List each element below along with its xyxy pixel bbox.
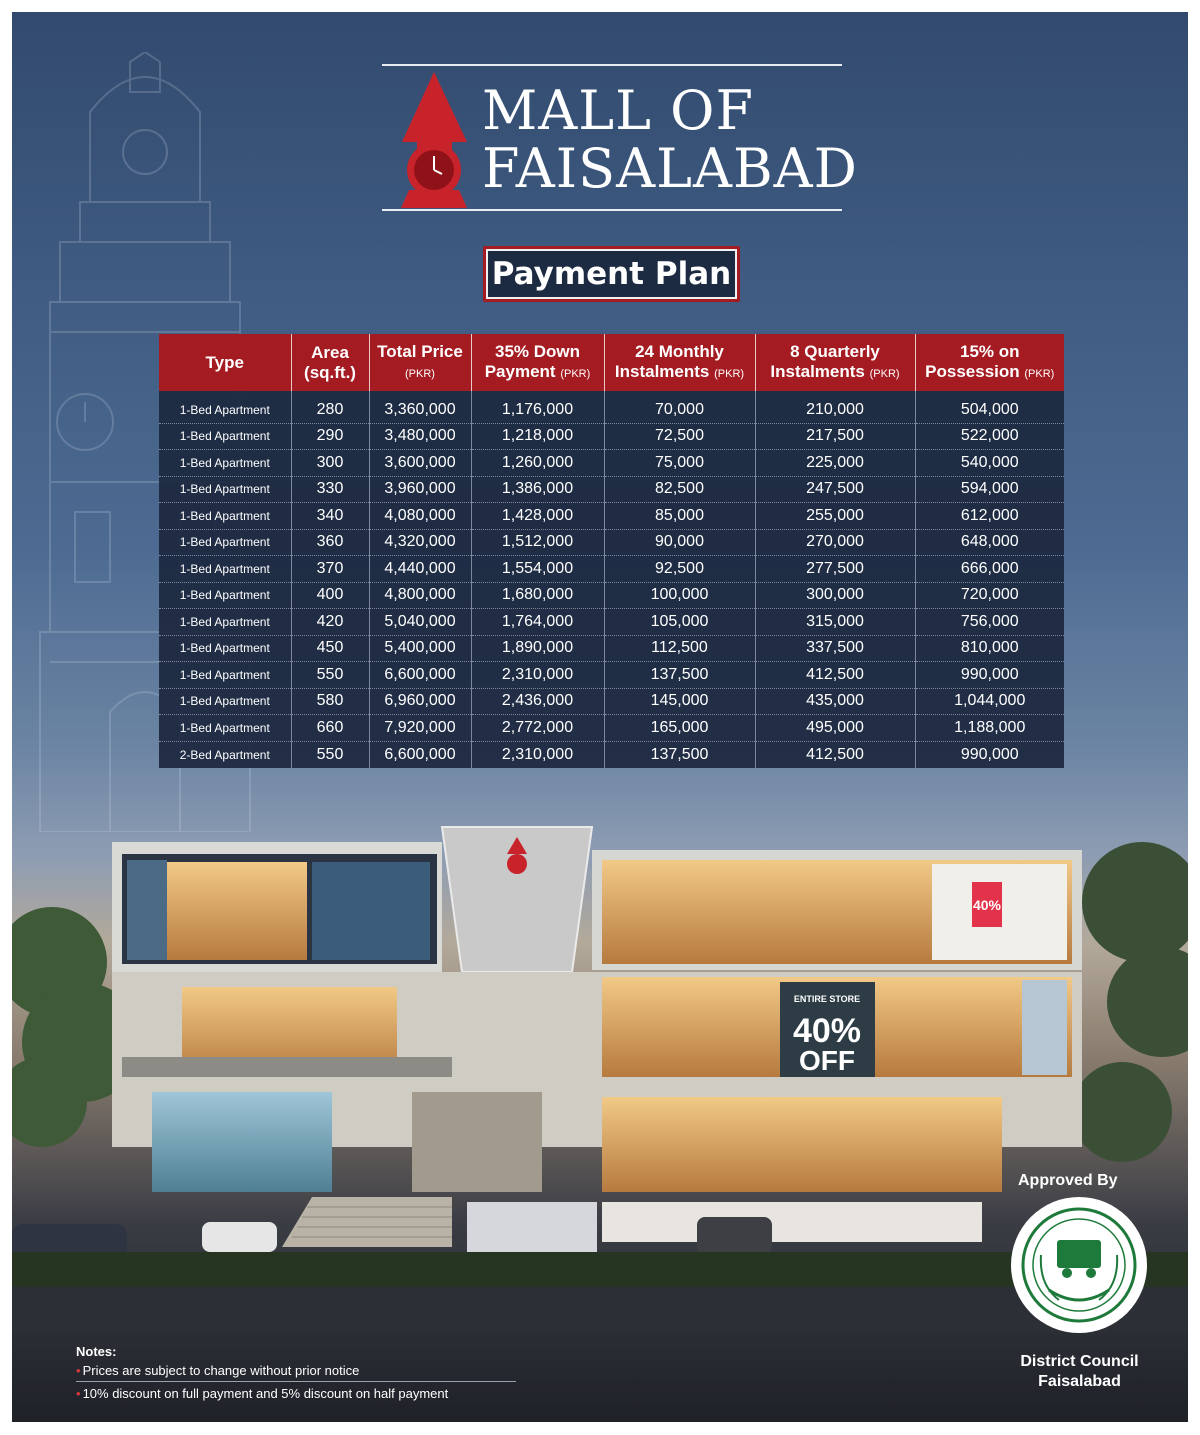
- note-item: • 10% discount on full payment and 5% discount on half payment: [76, 1386, 449, 1401]
- note-text: Prices are subject to change without prior notice: [82, 1363, 360, 1378]
- approved-by-label: Approved By: [1018, 1172, 1118, 1189]
- table-cell: 2,310,000: [471, 662, 604, 689]
- table-cell: 648,000: [915, 529, 1064, 556]
- table-cell: 990,000: [915, 662, 1064, 689]
- column-header-unit: (PKR): [1024, 367, 1055, 380]
- table-cell: 1-Bed Apartment: [159, 715, 291, 742]
- table-cell: 370: [291, 556, 369, 583]
- table-cell: 3,960,000: [369, 476, 471, 503]
- clock-tower-icon: [397, 72, 472, 208]
- table-cell: 1-Bed Apartment: [159, 662, 291, 689]
- table-row: [159, 582, 1064, 609]
- approving-authority: [1007, 1352, 1152, 1392]
- store-sign-line1: ENTIRE STORE: [793, 994, 861, 1004]
- table-cell: 1-Bed Apartment: [159, 556, 291, 583]
- table-cell: 1-Bed Apartment: [159, 609, 291, 636]
- store-sign-line2: 40%: [792, 1012, 862, 1050]
- column-header: [291, 334, 369, 391]
- note-item: • Prices are subject to change without prior notice: [76, 1362, 516, 1382]
- table-cell: 756,000: [915, 609, 1064, 636]
- table-row: [159, 423, 1064, 450]
- table-cell: 504,000: [915, 391, 1064, 423]
- table-cell: 82,500: [604, 476, 755, 503]
- poster-frame: [12, 12, 1188, 1422]
- table-cell: 400: [291, 582, 369, 609]
- column-header-label: 35% Down Payment: [484, 341, 581, 381]
- table-cell: 810,000: [915, 635, 1064, 662]
- column-header-unit: (PKR): [714, 367, 745, 380]
- table-cell: 300: [291, 450, 369, 477]
- table-cell: 2,310,000: [471, 741, 604, 768]
- table-cell: 137,500: [604, 741, 755, 768]
- column-header-label: 15% on Possession: [925, 341, 1020, 381]
- table-cell: 1-Bed Apartment: [159, 635, 291, 662]
- table-cell: 330: [291, 476, 369, 503]
- table-cell: 5,400,000: [369, 635, 471, 662]
- table-cell: 6,600,000: [369, 741, 471, 768]
- table-row: [159, 715, 1064, 742]
- table-cell: 1-Bed Apartment: [159, 476, 291, 503]
- table-cell: 4,080,000: [369, 503, 471, 530]
- table-row: [159, 529, 1064, 556]
- table-cell: 112,500: [604, 635, 755, 662]
- column-header-label: Total Price: [377, 341, 463, 361]
- table-cell: 3,480,000: [369, 423, 471, 450]
- table-cell: 2,772,000: [471, 715, 604, 742]
- table-cell: 247,500: [755, 476, 915, 503]
- column-header-label: Area (sq.ft.): [304, 342, 356, 382]
- table-cell: 522,000: [915, 423, 1064, 450]
- table-cell: 6,600,000: [369, 662, 471, 689]
- table-cell: 420: [291, 609, 369, 636]
- table-cell: 315,000: [755, 609, 915, 636]
- table-cell: 1,764,000: [471, 609, 604, 636]
- table-cell: 2,436,000: [471, 688, 604, 715]
- table-cell: 1,890,000: [471, 635, 604, 662]
- table-cell: 1,188,000: [915, 715, 1064, 742]
- table-cell: 1-Bed Apartment: [159, 423, 291, 450]
- table-cell: 3,360,000: [369, 391, 471, 423]
- table-cell: 550: [291, 741, 369, 768]
- table-cell: 100,000: [604, 582, 755, 609]
- table-cell: 70,000: [604, 391, 755, 423]
- table-cell: 1,512,000: [471, 529, 604, 556]
- table-cell: 435,000: [755, 688, 915, 715]
- brand-name-line2: FAISALABAD: [482, 137, 858, 200]
- table-cell: 1,680,000: [471, 582, 604, 609]
- table-cell: 540,000: [915, 450, 1064, 477]
- column-header-label: 8 Quarterly Instalments: [770, 341, 880, 381]
- table-cell: 337,500: [755, 635, 915, 662]
- table-row: [159, 556, 1064, 583]
- brand-name-line1: MALL OF: [482, 79, 754, 142]
- table-cell: 450: [291, 635, 369, 662]
- table-cell: 720,000: [915, 582, 1064, 609]
- authority-line1: District Council: [1020, 1353, 1139, 1370]
- table-row: [159, 450, 1064, 477]
- column-header: [604, 334, 755, 391]
- column-header-unit: (PKR): [869, 367, 900, 380]
- table-cell: 1-Bed Apartment: [159, 450, 291, 477]
- table-cell: 340: [291, 503, 369, 530]
- table-row: [159, 741, 1064, 768]
- table-cell: 7,920,000: [369, 715, 471, 742]
- notes-section: [76, 1344, 516, 1407]
- table-cell: 225,000: [755, 450, 915, 477]
- table-cell: 1,428,000: [471, 503, 604, 530]
- table-cell: 255,000: [755, 503, 915, 530]
- table-cell: 1-Bed Apartment: [159, 582, 291, 609]
- authority-line2: Faisalabad: [1038, 1373, 1121, 1390]
- table-cell: 300,000: [755, 582, 915, 609]
- table-cell: 72,500: [604, 423, 755, 450]
- window-sale-badge: 40%: [972, 897, 1002, 913]
- table-cell: 1-Bed Apartment: [159, 391, 291, 423]
- column-header-unit: (PKR): [560, 367, 591, 380]
- table-header-row: [159, 334, 1064, 391]
- table-cell: 210,000: [755, 391, 915, 423]
- table-cell: 137,500: [604, 662, 755, 689]
- table-cell: 1-Bed Apartment: [159, 503, 291, 530]
- notes-title: Notes:: [76, 1344, 117, 1359]
- table-body: [159, 391, 1064, 768]
- table-cell: 4,440,000: [369, 556, 471, 583]
- table-cell: 660: [291, 715, 369, 742]
- table-cell: 2-Bed Apartment: [159, 741, 291, 768]
- table-cell: 5,040,000: [369, 609, 471, 636]
- table-row: [159, 662, 1064, 689]
- table-cell: 1-Bed Apartment: [159, 529, 291, 556]
- table-cell: 1,176,000: [471, 391, 604, 423]
- column-header: [471, 334, 604, 391]
- table-cell: 412,500: [755, 741, 915, 768]
- table-cell: 990,000: [915, 741, 1064, 768]
- payment-plan-table: [159, 334, 1064, 768]
- table-cell: 4,320,000: [369, 529, 471, 556]
- store-sign-line3: OFF: [799, 1045, 855, 1076]
- table-cell: 165,000: [604, 715, 755, 742]
- table-cell: 277,500: [755, 556, 915, 583]
- table-row: [159, 609, 1064, 636]
- table-row: [159, 635, 1064, 662]
- column-header-label: 24 Monthly Instalments: [614, 341, 724, 381]
- table-cell: 594,000: [915, 476, 1064, 503]
- table-cell: 1-Bed Apartment: [159, 688, 291, 715]
- table-cell: 85,000: [604, 503, 755, 530]
- table-cell: 75,000: [604, 450, 755, 477]
- column-header: [369, 334, 471, 391]
- column-header: [755, 334, 915, 391]
- table-cell: 1,044,000: [915, 688, 1064, 715]
- table-cell: 270,000: [755, 529, 915, 556]
- table-cell: 4,800,000: [369, 582, 471, 609]
- table-cell: 666,000: [915, 556, 1064, 583]
- table-cell: 217,500: [755, 423, 915, 450]
- column-header-label: Type: [205, 352, 244, 372]
- table-cell: 412,500: [755, 662, 915, 689]
- trees-right: [1072, 842, 1188, 1162]
- table-cell: 360: [291, 529, 369, 556]
- table-cell: 280: [291, 391, 369, 423]
- table-cell: 495,000: [755, 715, 915, 742]
- table-cell: 550: [291, 662, 369, 689]
- logo-top-rule: [382, 64, 842, 66]
- table-row: [159, 688, 1064, 715]
- table-cell: 1,260,000: [471, 450, 604, 477]
- column-header-unit: (PKR): [405, 367, 435, 380]
- note-text: 10% discount on full payment and 5% discount on half payment: [82, 1386, 449, 1401]
- payment-plan-title: Payment Plan: [483, 246, 740, 302]
- column-header: [159, 334, 291, 391]
- table-cell: 3,600,000: [369, 450, 471, 477]
- table-cell: 6,960,000: [369, 688, 471, 715]
- table-cell: 105,000: [604, 609, 755, 636]
- logo-bottom-rule: [382, 209, 842, 211]
- table-row: [159, 476, 1064, 503]
- table-cell: 90,000: [604, 529, 755, 556]
- table-cell: 580: [291, 688, 369, 715]
- table-cell: 145,000: [604, 688, 755, 715]
- table-cell: 1,554,000: [471, 556, 604, 583]
- table-row: [159, 503, 1064, 530]
- column-header: [915, 334, 1064, 391]
- table-cell: 290: [291, 423, 369, 450]
- table-cell: 1,386,000: [471, 476, 604, 503]
- table-cell: 1,218,000: [471, 423, 604, 450]
- table-row: [159, 391, 1064, 423]
- table-cell: 92,500: [604, 556, 755, 583]
- table-cell: 612,000: [915, 503, 1064, 530]
- district-council-seal-icon: [1009, 1195, 1149, 1335]
